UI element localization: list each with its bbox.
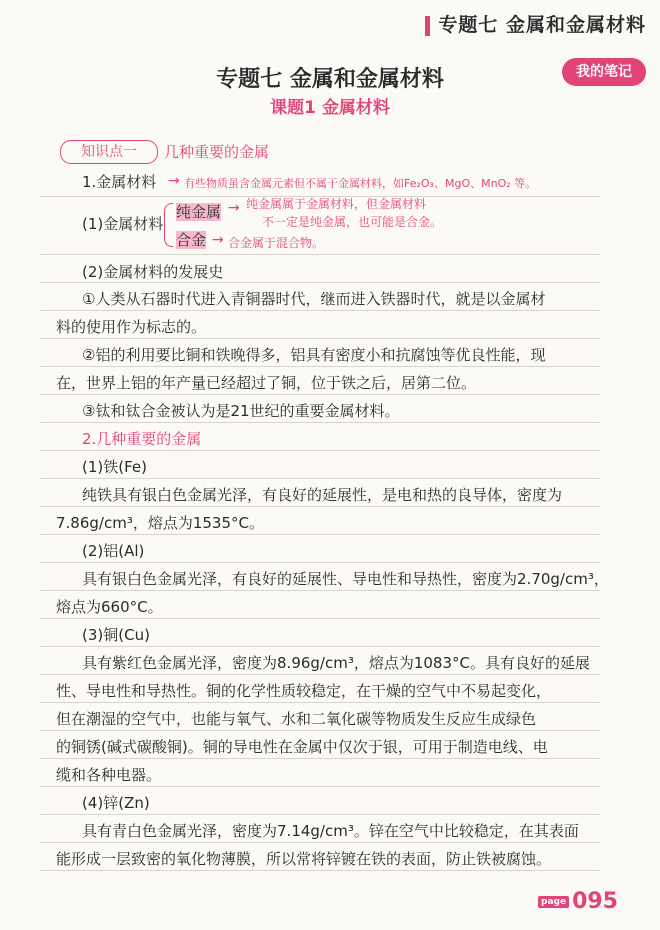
ruled-line (40, 562, 600, 563)
chapter-header-text: 专题七 金属和金属材料 (438, 14, 646, 36)
ruled-line (40, 450, 600, 451)
header-accent-bar (425, 16, 430, 36)
aluminum-title: (2)铝(Al) (82, 542, 145, 560)
copper-line-a: 具有紫红色金属光泽，密度为8.96g/cm³，熔点为1083°C。具有良好的延展 (82, 654, 590, 672)
page-label: page (538, 896, 569, 908)
page-number-value: 095 (572, 889, 618, 914)
history-p2b: 在，世界上铝的年产量已经超过了铜，位于铁之后，居第二位。 (56, 374, 477, 392)
history-p1a: ①人类从石器时代进入青铜器时代，继而进入铁器时代，就是以金属材 (82, 290, 546, 308)
metal-materials-note: 有些物质虽含金属元素但不属于金属材料，如Fe₂O₃、MgO、MnO₂ 等。 (184, 177, 537, 190)
ruled-line (40, 478, 600, 479)
ruled-line (40, 506, 600, 507)
ruled-line (40, 310, 600, 311)
ruled-line (40, 534, 600, 535)
copper-line-c: 但在潮湿的空气中，也能与氧气、水和二氧化碳等物质发生反应生成绿色 (56, 710, 537, 728)
ruled-line (40, 814, 600, 815)
copper-line-e: 缆和各种电器。 (56, 766, 162, 784)
aluminum-line-b: 熔点为660°C。 (56, 598, 163, 616)
copper-line-d: 的铜锈(碱式碳酸铜)。铜的导电性在金属中仅次于银，可用于制造电线、电 (56, 738, 548, 756)
arrow-icon: → (228, 200, 240, 216)
metal-materials-label: (1)金属材料 (82, 215, 164, 233)
alloy-text: 合金 (176, 231, 207, 249)
ruled-line (40, 366, 600, 367)
section-metal-materials: 1.金属材料 (82, 173, 157, 191)
ruled-line (40, 870, 600, 871)
ruled-line (40, 758, 600, 759)
knowledge-point-badge: 知识点一 (60, 140, 158, 164)
pure-note-line2: 不一定是纯金属，也可能是合金。 (262, 215, 443, 229)
alloy-label (176, 230, 206, 250)
iron-title: (1)铁(Fe) (82, 458, 147, 476)
zinc-line-b: 能形成一层致密的氧化物薄膜，所以常将锌镀在铁的表面，防止铁被腐蚀。 (56, 850, 552, 868)
ruled-line (40, 786, 600, 787)
pure-metal-label (176, 202, 221, 222)
copper-line-b: 性、导电性和导热性。铜的化学性质较稳定，在干燥的空气中不易起变化， (56, 682, 552, 700)
chapter-title: 专题七 金属和金属材料 (216, 67, 444, 92)
ruled-line (40, 646, 600, 647)
lesson-title: 课题1 金属材料 (270, 98, 390, 118)
copper-title: (3)铜(Cu) (82, 626, 150, 644)
arrow-icon: → (212, 232, 224, 248)
ruled-line (40, 730, 600, 731)
ruled-line (40, 254, 600, 255)
zinc-title: (4)锌(Zn) (82, 794, 150, 812)
ruled-line (40, 590, 600, 591)
iron-line-b: 7.86g/cm³，熔点为1535°C。 (56, 514, 264, 532)
ruled-line (40, 674, 600, 675)
history-p1b: 料的使用作为标志的。 (56, 318, 207, 336)
ruled-line (40, 422, 600, 423)
ruled-line (40, 842, 600, 843)
zinc-line-a: 具有青白色金属光泽，密度为7.14g/cm³。锌在空气中比较稳定，在其表面 (82, 822, 579, 840)
brace-icon (164, 203, 173, 247)
arrow-icon: → (168, 173, 180, 189)
pure-note-line1: 纯金属属于金属材料，但金属材料 (246, 197, 427, 211)
ruled-line (40, 702, 600, 703)
chapter-header (425, 10, 646, 37)
history-p3: ③钛和钛合金被认为是21世纪的重要金属材料。 (82, 402, 400, 420)
alloy-note: 合金属于混合物。 (228, 236, 325, 250)
ruled-line (40, 338, 600, 339)
aluminum-line-a: 具有银白色金属光泽，有良好的延展性、导电性和导热性，密度为2.70g/cm³， (82, 570, 609, 588)
iron-line-a: 纯铁具有银白色金属光泽，有良好的延展性，是电和热的良导体，密度为 (82, 486, 563, 504)
ruled-line (40, 618, 600, 619)
page-number (538, 889, 618, 914)
ruled-line (40, 394, 600, 395)
pure-metal-text: 纯金属 (176, 203, 222, 221)
section-important-metals: 2.几种重要的金属 (82, 430, 202, 448)
history-title: (2)金属材料的发展史 (82, 263, 224, 281)
ruled-line (40, 282, 600, 283)
history-p2a: ②铝的利用要比铜和铁晚得多，铝具有密度小和抗腐蚀等优良性能，现 (82, 346, 546, 364)
my-notes-badge: 我的笔记 (562, 58, 646, 86)
knowledge-point-title: 几种重要的金属 (164, 143, 270, 161)
